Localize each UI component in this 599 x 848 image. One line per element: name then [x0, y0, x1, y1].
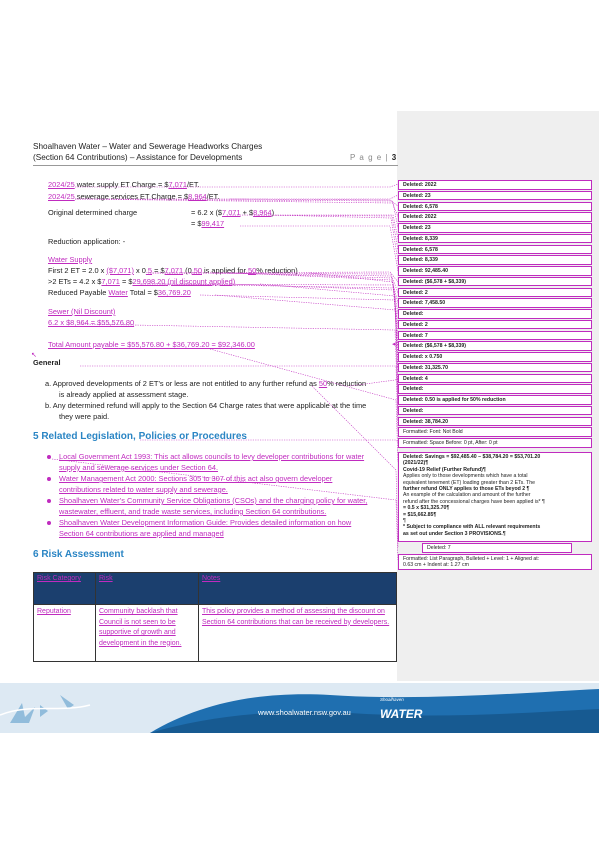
- balloon-text: Covid-19 Relief (Further Refund)¶: [403, 466, 486, 473]
- balloon-text: Deleted: 7: [403, 332, 428, 339]
- balloon-text: Deleted: ($6,578 + $8,339): [403, 343, 467, 350]
- comment-balloon[interactable]: [398, 298, 592, 308]
- reduction-application-label: Reduction application: -: [48, 237, 126, 246]
- footer-logo-small-text: Shoalhaven: [380, 697, 404, 702]
- comment-balloon[interactable]: [398, 180, 592, 190]
- balloon-text: Deleted:: [403, 407, 424, 414]
- comment-balloon[interactable]: [398, 309, 592, 319]
- balloon-text: 0.63 cm + Indent at: 1.27 cm: [403, 562, 469, 569]
- original-charge-formula: = 6.2 x ($7,071 + $8,964): [191, 208, 275, 217]
- section-5-heading: 5 Related Legislation, Policies or Procedures: [33, 431, 247, 442]
- formatted-list-balloon[interactable]: [398, 554, 592, 570]
- column-header-notes: Notes: [199, 573, 397, 605]
- comment-balloon[interactable]: [398, 266, 592, 276]
- change-marker: ↖: [31, 352, 37, 359]
- over-2-ets-line: >2 ETs = 4.2 x $7,071 = $29,698.20 (nil discount applied): [48, 277, 236, 286]
- general-item-b: b. Any determined refund will apply to the Section 64 Charge rates that were applicable at the time: [45, 401, 367, 410]
- balloon-text: Formatted: Space Before: 0 pt, After: 0 pt: [403, 440, 498, 446]
- total-amount-line: Total Amount payable = $55,576.80 + $36,769.20 = $92,346.00: [48, 340, 255, 349]
- balloon-text: Deleted: 8,339: [403, 235, 438, 242]
- comment-balloon[interactable]: [398, 255, 592, 265]
- deleted-7-balloon[interactable]: [422, 543, 572, 553]
- comment-balloon[interactable]: [398, 277, 592, 287]
- balloon-text: = $15,662.85¶: [403, 511, 437, 518]
- balloon-text: * Subject to compliance with ALL relevant requirements: [403, 524, 541, 531]
- comment-balloon[interactable]: [398, 331, 592, 341]
- balloon-text: refund after the concessional charges have been applied is* ¶: [403, 498, 545, 505]
- comment-balloon[interactable]: [398, 406, 592, 416]
- comment-balloon[interactable]: [398, 191, 592, 201]
- original-charge-total: = $99,417: [191, 219, 225, 228]
- balloon-text: further refund ONLY applies to those ETs beyod 2 ¶: [403, 486, 530, 493]
- balloon-text: Deleted: 0.50 is applied for 50% reduction: [403, 397, 506, 403]
- balloon-text: Applies only to those developments which have a total: [403, 473, 528, 480]
- balloon-text: Formatted: List Paragraph, Bulleted + Level: 1 + Aligned at:: [403, 556, 540, 562]
- balloon-text: ¶: [403, 518, 406, 525]
- comment-balloon[interactable]: [398, 352, 592, 362]
- balloon-text: Deleted: Savings = $92,485.40 – $38,784.20 = $53,701.20: [403, 454, 541, 460]
- comment-balloon[interactable]: [398, 374, 592, 384]
- notes-cell: This policy provides a method of assessing the discount on Section 64 contributions that can be received by developers.: [199, 605, 397, 662]
- balloon-text: equivalent tenement (ET) loading greater than 2 ETs. The: [403, 479, 535, 486]
- balloon-text: Deleted: 2: [403, 321, 428, 328]
- section-6-heading: 6 Risk Assessment: [33, 549, 124, 560]
- comment-balloon[interactable]: [398, 212, 592, 222]
- balloon-text: Deleted: 31,325.70: [403, 364, 448, 371]
- comment-balloon[interactable]: [398, 417, 592, 427]
- sewer-heading: Sewer (Nil Discount): [48, 307, 116, 316]
- comment-balloon[interactable]: [398, 341, 592, 351]
- footer-url[interactable]: www.shoalwater.nsw.gov.au: [258, 708, 351, 717]
- sewer-charge-line: 2024/25 sewerage services ET Charge = $8,964/ET.: [48, 192, 220, 201]
- comment-balloon[interactable]: [398, 202, 592, 212]
- page-number: P a g e | 3: [350, 153, 398, 162]
- balloon-text: = 0.5 x $31,325.70¶: [403, 505, 450, 512]
- balloon-text: Deleted: 92,485.40: [403, 268, 448, 274]
- water-charge-line: 2024/25 water supply ET Charge = $7,071/ET.: [48, 180, 200, 189]
- balloon-text: Deleted: x 0.750: [403, 354, 443, 360]
- balloon-text: Deleted: 23: [403, 192, 431, 199]
- list-item: Local Government Act 1993: This act allows councils to levy developer contributions for water supply and sewerage services under Section 64.: [47, 452, 364, 474]
- reduced-payable-line: Reduced Payable Water Total = $36,769.20: [48, 288, 191, 297]
- big-deleted-balloon[interactable]: [398, 452, 592, 542]
- column-header-risk: Risk: [96, 573, 199, 605]
- risk-cell: Community backlash that Council is not seen to be supportive of growth and development in the region.: [96, 605, 199, 662]
- original-charge-label: Original determined charge: [48, 208, 138, 217]
- list-item: Shoalhaven Water Development Information Guide: Provides detailed information on how Section 64 contributions are applied and managed: [47, 518, 351, 540]
- general-item-a-cont: is already applied at assessment stage.: [59, 390, 189, 399]
- comment-balloon[interactable]: [398, 427, 592, 437]
- comment-balloon[interactable]: [398, 438, 592, 448]
- risk-category-cell: Reputation: [34, 605, 96, 662]
- header-title-line1: Shoalhaven Water – Water and Sewerage Headworks Charges: [33, 142, 263, 151]
- balloon-text: Deleted: 7: [427, 545, 451, 551]
- water-supply-heading: Water Supply: [48, 255, 93, 264]
- balloon-text: (2021/22)¶: [403, 460, 429, 467]
- comment-balloon[interactable]: [398, 384, 592, 394]
- balloon-text: Deleted: 6,578: [403, 246, 438, 253]
- shoalhaven-water-logo: WATER: [380, 707, 423, 721]
- balloon-text: Deleted: ($6,578 + $8,339): [403, 278, 467, 285]
- balloon-text: Deleted: 2022: [403, 214, 437, 221]
- balloon-text: Deleted:: [403, 386, 424, 393]
- first-2-et-line: First 2 ET = 2.0 x ($7,071) x 0.5 = $7,071 (0.50 is applied for 50% reduction): [48, 266, 298, 275]
- comment-balloon[interactable]: [398, 363, 592, 373]
- comment-balloon[interactable]: [398, 245, 592, 255]
- balloon-text: Deleted:: [403, 311, 424, 317]
- balloon-text: Deleted: 38,784.20: [403, 418, 448, 425]
- list-item: Water Management Act 2000: Sections 305 to 307 of this act also govern developer contributions related to water supply and sewerage.: [47, 474, 332, 496]
- balloon-text: Deleted: 7,458.50: [403, 300, 446, 307]
- balloon-text: Formatted: Font: Not Bold: [403, 429, 463, 436]
- balloon-text: Deleted: 23: [403, 225, 431, 231]
- comment-balloon[interactable]: [398, 288, 592, 298]
- comment-balloon[interactable]: [398, 395, 592, 405]
- balloon-text: as set out under Section 3 PROVISIONS.¶: [403, 530, 506, 537]
- sewer-calc-line: 6.2 x $8,964 = $55,576.80: [48, 318, 135, 327]
- balloon-text: Deleted: 2: [403, 289, 428, 296]
- balloon-text: Deleted: 8,339: [403, 257, 438, 264]
- list-item: Shoalhaven Water’s Community Service Obligations (CSOs) and the charging policy for water, wastewater, effluent, and trade waste services, including Section 64 contributions.: [47, 496, 367, 518]
- balloon-text: An example of the calculation and amount of the further: [403, 492, 531, 499]
- balloon-text: Deleted: 4: [403, 375, 428, 382]
- change-marker: ◂: [392, 341, 396, 348]
- column-header-risk-category: Risk Category: [34, 573, 96, 605]
- balloon-text: Deleted: 2022: [403, 182, 437, 188]
- general-item-a: a. Approved developments of 2 ET’s or less are not entitled to any further refund as 50% reduction: [45, 379, 367, 388]
- comment-balloon[interactable]: [398, 223, 592, 233]
- general-heading: General: [33, 358, 61, 367]
- general-item-b-cont: they were paid.: [59, 412, 110, 421]
- header-title-line2: (Section 64 Contributions) – Assistance for Developments: [33, 153, 243, 162]
- balloon-text: Deleted: 6,578: [403, 203, 438, 210]
- comment-balloon[interactable]: [398, 234, 592, 244]
- comment-balloon[interactable]: [398, 320, 592, 330]
